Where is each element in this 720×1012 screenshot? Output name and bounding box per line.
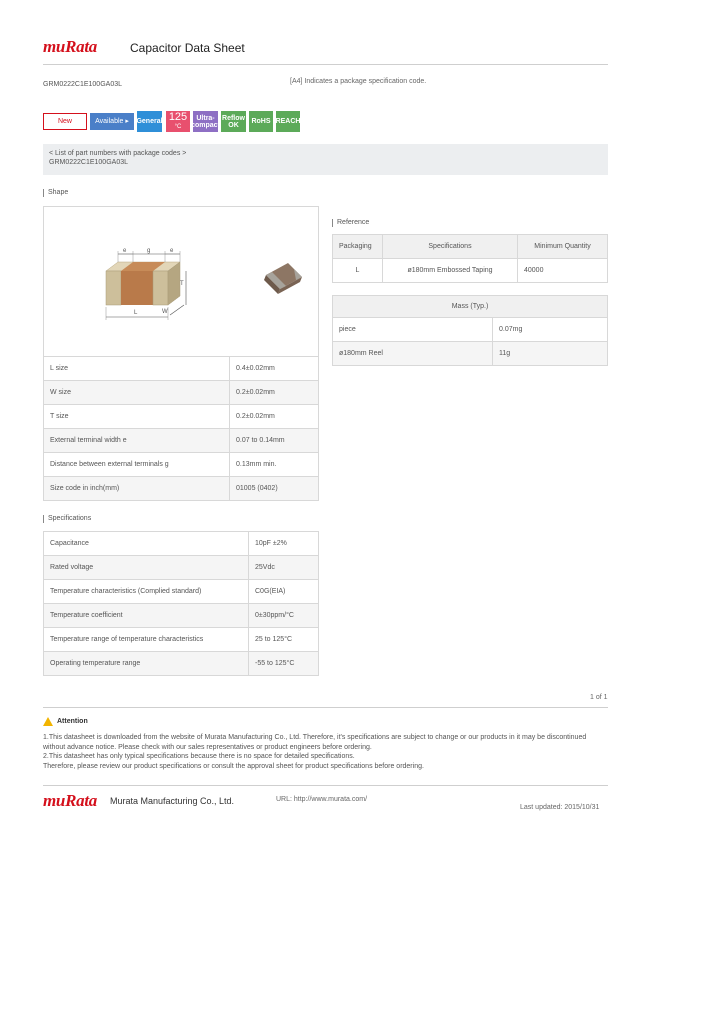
row-label: Capacitance [44,532,249,556]
ultra-line1: Ultra- [196,114,215,122]
specifications-col-header: Specifications [383,235,518,259]
label-e1: e [123,248,127,254]
label-g: g [147,248,151,254]
footer-url-link[interactable]: URL: http://www.murata.com/ [276,796,368,803]
temp-value: 125 [168,110,188,123]
mass-label: ø180mm Reel [333,342,493,366]
available-button[interactable]: Available ▸ [90,113,134,130]
row-value: 0.2±0.02mm [230,405,319,429]
table-row [44,532,319,556]
part-list-number: GRM0222C1E100GA03L [49,159,128,166]
table-row [333,318,608,342]
reach-badge[interactable]: REACH [276,111,300,132]
note-line: Therefore, please review our product specifications or consult the approval sheet for product specifications before ordering. [43,762,424,770]
min-qty-col-header: Minimum Quantity [518,235,608,259]
page-title: Capacitor Data Sheet [130,41,245,55]
reflow-line2: OK [228,121,239,129]
row-value: 25 to 125°C [249,628,319,652]
row-value: C0G(EIA) [249,580,319,604]
table-row [44,357,319,381]
new-badge: New [43,113,87,130]
header-divider [43,64,608,65]
rohs-badge[interactable]: RoHS [249,111,273,132]
table-row [44,453,319,477]
footer-divider [43,785,608,786]
note-line: 1.This datasheet is downloaded from the website of Murata Manufacturing Co., Ltd. Therefore, it's specifications are subject to change or our products in it may be discontinued [43,734,587,741]
spec-code-note: [A4] Indicates a package specification code. [290,78,427,85]
attention-title: Attention [57,718,88,725]
row-label: Temperature characteristics (Complied standard) [44,580,249,604]
reference-heading: Reference [332,219,369,227]
page-indicator: 1 of 1 [590,694,608,701]
packaging-col-header: Packaging [333,235,383,259]
table-row [44,580,319,604]
row-label: Distance between external terminals g [44,453,230,477]
row-label: Operating temperature range [44,652,249,676]
row-label: W size [44,381,230,405]
row-value: 0.2±0.02mm [230,381,319,405]
attention-notes [43,733,613,771]
ultra-compact-badge[interactable] [193,111,218,132]
footer-company: Murata Manufacturing Co., Ltd. [110,796,235,806]
table-row [44,628,319,652]
specifications-heading: Specifications [43,515,91,523]
reflow-line1: Reflow [222,114,245,122]
row-value: 01005 (0402) [230,477,319,501]
table-row [44,604,319,628]
row-label: Temperature coefficient [44,604,249,628]
table-row [333,259,608,283]
note-line: 2.This datasheet has only typical specifications because there is no space for detailed specifications. [43,753,355,760]
part-list-link[interactable]: < List of part numbers with package codes > [49,150,187,157]
row-value: 0.4±0.02mm [230,357,319,381]
temp-125-badge[interactable] [166,111,190,132]
table-row [44,405,319,429]
row-value: -55 to 125°C [249,652,319,676]
general-badge[interactable]: General [137,111,162,132]
dimensions-table [43,356,319,501]
packaging-spec: ø180mm Embossed Taping [383,259,518,283]
murata-logo[interactable]: muRata [43,37,97,56]
row-label: Temperature range of temperature characteristics [44,628,249,652]
table-row [44,429,319,453]
row-label: Rated voltage [44,556,249,580]
attention-divider [43,707,608,708]
capacitor-photo [264,263,302,294]
mass-header: Mass (Typ.) [333,296,608,318]
ultra-line2: compact [191,121,220,129]
mass-header-row [333,296,608,318]
mass-label: piece [333,318,493,342]
table-row [44,556,319,580]
warning-icon [43,717,53,726]
table-row [333,342,608,366]
mass-value: 0.07mg [493,318,608,342]
part-number: GRM0222C1E100GA03L [43,81,122,88]
part-list-box [43,144,608,175]
row-value: 0±30ppm/°C [249,604,319,628]
packaging-table [332,234,608,283]
packaging-qty: 40000 [518,259,608,283]
row-value: 0.07 to 0.14mm [230,429,319,453]
label-w: W [162,309,168,315]
table-row [44,381,319,405]
specifications-table [43,531,319,676]
row-value: 10pF ±2% [249,532,319,556]
shape-image-area [43,206,319,356]
temp-unit: °C [174,123,182,130]
packaging-header-row [333,235,608,259]
label-l: L [134,310,138,316]
mass-value: 11g [493,342,608,366]
packaging-code: L [333,259,383,283]
mass-table [332,295,608,366]
reflow-ok-badge[interactable] [221,111,246,132]
table-row [44,477,319,501]
row-label: Size code in inch(mm) [44,477,230,501]
row-value: 25Vdc [249,556,319,580]
label-e2: e [170,248,174,254]
row-label: L size [44,357,230,381]
row-value: 0.13mm min. [230,453,319,477]
row-label: T size [44,405,230,429]
shape-heading: Shape [43,189,68,197]
capacitor-diagram [44,207,318,357]
row-label: External terminal width e [44,429,230,453]
label-t: T [180,281,184,287]
note-line: without advance notice. Please check with our sales representatives or product engineers before ordering. [43,743,372,751]
attention-heading [43,717,88,726]
footer-murata-logo[interactable]: muRata [43,791,97,810]
table-row [44,652,319,676]
last-updated: Last updated: 2015/10/31 [520,804,600,811]
